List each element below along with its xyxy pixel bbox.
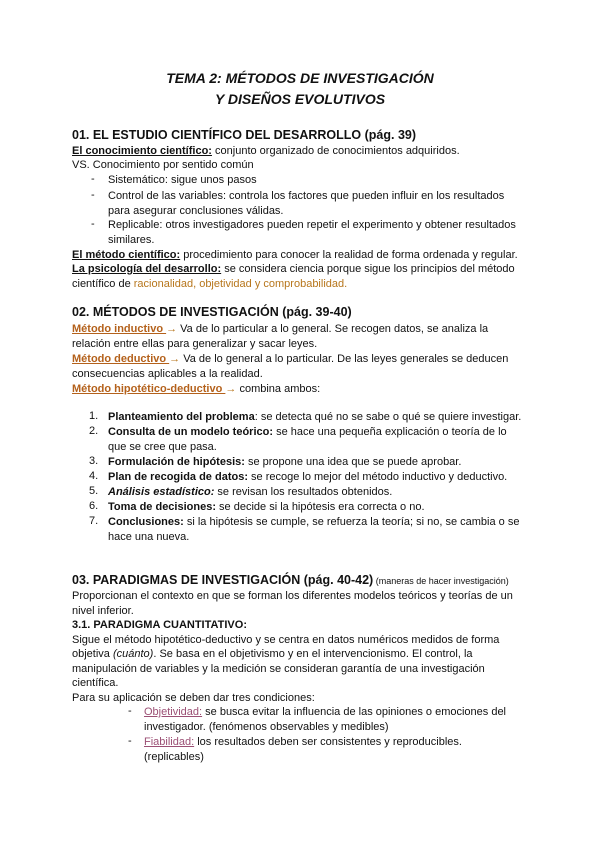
bullet-dash: -	[91, 173, 95, 185]
quant-p4: científica.	[72, 677, 119, 689]
arrow-icon: →	[169, 353, 181, 365]
condition-2-cont: (replicables)	[144, 751, 204, 763]
condition-1-cont: investigador. (fenómenos observables y medibles)	[144, 721, 389, 733]
subsection-heading: 3.1. PARADIGMA CUANTITATIVO:	[72, 619, 247, 631]
step-text: se decide si la hipótesis era correcta o no.	[216, 501, 425, 513]
metodo-text: procedimiento para conocer la realidad de forma ordenada y regular.	[180, 249, 518, 261]
bullet-dash: -	[91, 218, 95, 230]
section-1-heading: 01. EL ESTUDIO CIENTÍFICO DEL DESARROLLO (pág. 39)	[72, 128, 417, 142]
psico-text: se considera ciencia porque sigue los principios del método	[221, 263, 515, 275]
step-7	[108, 515, 519, 529]
section-3-note: (maneras de hacer investigación)	[373, 576, 509, 586]
psico-line	[72, 262, 515, 276]
bullet-2-cont: para asegurar conclusiones válidas.	[108, 205, 284, 217]
bullet-2: Control de las variables: controla los factores que pueden influir en los resultados	[108, 190, 505, 202]
inductivo-term: Método inductivo	[72, 323, 167, 335]
step-text: se propone una idea que se puede aprobar.	[244, 456, 462, 468]
hipotetico-term: Método hipotético-deductivo	[72, 383, 226, 395]
inductivo-line	[72, 322, 488, 336]
definition-text: conjunto organizado de conocimientos adquiridos.	[211, 145, 460, 157]
deductivo-line	[72, 352, 508, 366]
quant-text: objetiva	[72, 648, 113, 660]
step-number: 3.	[89, 455, 99, 467]
bullet-dash: -	[91, 189, 95, 201]
quant-italic: (cuánto)	[112, 648, 154, 660]
step-3	[108, 455, 461, 469]
step-6	[108, 500, 425, 514]
step-text: se recoge lo mejor del método inductivo y deductivo.	[247, 471, 508, 483]
psico-text-2: científico de	[72, 278, 134, 290]
arrow-icon: →	[166, 323, 178, 335]
bullet-dash: -	[128, 735, 132, 747]
step-number: 4.	[89, 470, 99, 482]
metodo-term: El método científico:	[72, 249, 181, 261]
bullet-3-cont: similares.	[108, 234, 155, 246]
definition-line	[72, 144, 460, 158]
step-number: 1.	[89, 410, 99, 422]
psico-principles: racionalidad, objetividad y comprobabilidad.	[133, 278, 348, 290]
inductivo-text: Va de lo particular a lo general. Se recogen datos, se analiza la	[177, 323, 489, 335]
step-number: 2.	[89, 425, 99, 437]
step-7-cont: hace una nueva.	[108, 531, 190, 543]
condition-text: los resultados deben ser consistentes y reproducibles.	[194, 736, 462, 748]
paradigm-intro-2: nivel inferior.	[72, 605, 134, 617]
doc-title-line2: Y DISEÑOS EVOLUTIVOS	[214, 91, 386, 107]
vs-line: VS. Conocimiento por sentido común	[72, 159, 254, 171]
section-3-title: 03. PARADIGMAS DE INVESTIGACIÓN (pág. 40-42)	[72, 573, 374, 587]
step-number: 7.	[89, 515, 99, 527]
step-text: si la hipótesis se cumple, se refuerza la teoría; si no, se cambia o se	[183, 516, 520, 528]
step-5	[108, 485, 392, 499]
section-2-heading: 02. MÉTODOS DE INVESTIGACIÓN (pág. 39-40)	[72, 305, 352, 319]
step-4	[108, 470, 507, 484]
quant-p2	[72, 647, 473, 661]
definition-term: El conocimiento científico:	[72, 145, 212, 157]
step-2	[108, 425, 507, 439]
step-2-cont: que se cree que pasa.	[108, 441, 217, 453]
deductivo-line-2: consecuencias aplicables a la realidad.	[72, 368, 263, 380]
step-text: se revisan los resultados obtenidos.	[214, 486, 393, 498]
paradigm-intro: Proporcionan el contexto en que se forman los diferentes modelos teóricos y teorías de un	[72, 590, 513, 602]
arrow-icon: →	[225, 383, 237, 395]
psico-line-2	[72, 277, 347, 291]
step-term: Conclusiones:	[108, 516, 184, 528]
inductivo-line-2: relación entre ellas para generalizar y sacar leyes.	[72, 338, 318, 350]
step-term: Planteamiento del problema	[108, 411, 255, 423]
metodo-line	[72, 248, 518, 262]
bullet-1: Sistemático: sigue unos pasos	[108, 174, 257, 186]
doc-title-line1: TEMA 2: MÉTODOS DE INVESTIGACIÓN	[166, 70, 434, 86]
psico-term: La psicología del desarrollo:	[72, 263, 222, 275]
condition-text: se busca evitar la influencia de las opiniones o emociones del	[202, 706, 507, 718]
quant-p1: Sigue el método hipotético-deductivo y se centra en datos numéricos medidos de forma	[72, 634, 500, 646]
condition-2	[144, 735, 462, 749]
hipotetico-line	[72, 382, 320, 396]
condition-1	[144, 705, 506, 719]
deductivo-text: Va de lo general a lo particular. De las leyes generales se deducen	[180, 353, 509, 365]
bullet-dash: -	[128, 705, 132, 717]
conditions-intro: Para su aplicación se deben dar tres condiciones:	[72, 692, 315, 704]
step-text: se hace una pequeña explicación o teoría de lo	[273, 426, 507, 438]
deductivo-term: Método deductivo	[72, 353, 170, 365]
step-number: 6.	[89, 500, 99, 512]
quant-text: . Se basa en el objetivismo y en el intervencionismo. El control, la	[153, 648, 473, 660]
step-term: Plan de recogida de datos:	[108, 471, 248, 483]
step-term: Análisis estadístico:	[108, 486, 215, 498]
step-term: Toma de decisiones:	[108, 501, 216, 513]
condition-term: Fiabilidad:	[144, 736, 195, 748]
hipotetico-text: combina ambos:	[236, 383, 321, 395]
step-number: 5.	[89, 485, 99, 497]
condition-term: Objetividad:	[144, 706, 203, 718]
bullet-3: Replicable: otros investigadores pueden repetir el experimento y obtener resultados	[108, 219, 516, 231]
step-term: Formulación de hipótesis:	[108, 456, 245, 468]
quant-p3: manipulación de variables y la medición se consideran garantía de una investigación	[72, 663, 485, 675]
step-1	[108, 410, 521, 424]
section-3-heading	[72, 573, 509, 587]
step-text: : se detecta qué no se sabe o qué se quiere investigar.	[254, 411, 522, 423]
step-term: Consulta de un modelo teórico:	[108, 426, 274, 438]
